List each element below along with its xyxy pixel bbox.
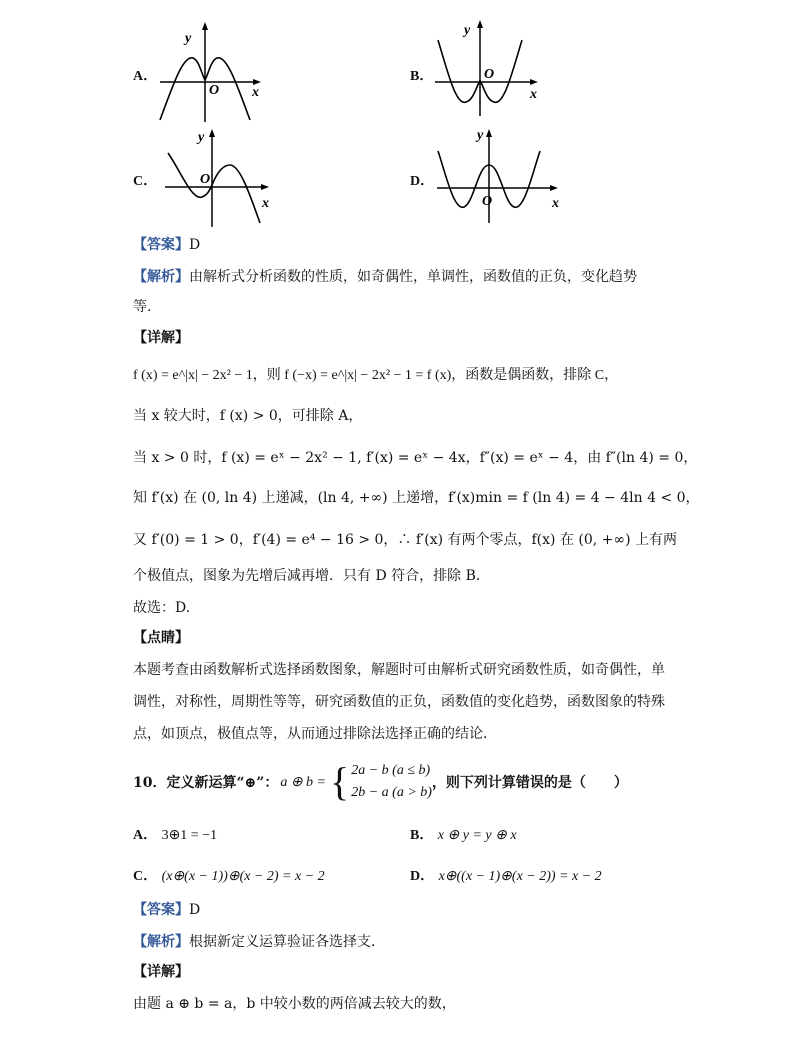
graph-option-b xyxy=(430,18,545,118)
q9-detail-tag xyxy=(133,328,189,348)
origin-label: O xyxy=(209,83,220,98)
x-axis-label: x xyxy=(252,85,259,100)
x-axis-label: x xyxy=(530,87,537,102)
analysis-tag: 【解析】 xyxy=(133,934,189,950)
option-a-letter: A． xyxy=(133,69,158,84)
answer-value: D xyxy=(189,902,201,918)
q10-option-d xyxy=(410,865,602,885)
option-d-letter: D． xyxy=(410,869,435,884)
q10-stem-suffix: ，则下列计算错误的是（ ） xyxy=(431,775,628,791)
x-axis-label: x xyxy=(552,196,559,211)
detail-tag: 【详解】 xyxy=(133,964,189,980)
origin-label: O xyxy=(484,67,495,82)
q10-analysis-line xyxy=(133,932,385,952)
q10-answer-line xyxy=(133,900,200,920)
q9-comment-line-3: 点，如顶点，极值点等，从而通过排除法选择正确的结论． xyxy=(133,726,497,742)
answer-tag: 【答案】 xyxy=(133,237,189,253)
option-b-letter: B． xyxy=(410,69,434,84)
q10-option-c xyxy=(133,865,325,885)
option-b-text: x ⊕ y = y ⊕ x xyxy=(437,828,517,843)
graph-option-d xyxy=(432,125,572,225)
q9-detail-line-2: 当 x 较大时，f (x) > 0，可排除 A， xyxy=(133,408,363,424)
q9-comment-line-2: 调性，对称性，周期性等等，研究函数值的正负，函数值的变化趋势，函数图象的特殊 xyxy=(133,694,665,710)
q10-case-1: 2a − b (a ≤ b) xyxy=(351,763,431,778)
q10-stem xyxy=(133,758,628,806)
q10-detail-tag-line xyxy=(133,962,189,982)
q10-cases xyxy=(351,760,432,804)
answer-value: D xyxy=(189,237,201,253)
analysis-tag: 【解析】 xyxy=(133,269,189,285)
q9-comment-line-1: 本题考查由函数解析式选择函数图象，解题时可由解析式研究函数性质，如奇偶性，单 xyxy=(133,662,665,678)
q9-answer-line xyxy=(133,235,200,255)
option-c-letter: C． xyxy=(133,869,158,884)
q9-detail-line-1: f (x) = e^|x| − 2x² − 1，则 f (−x) = e^|x| − 2x² − 1 = f (x)，函数是偶函数，排除 C， xyxy=(133,368,619,383)
option-c-letter: C． xyxy=(133,174,158,189)
option-d-letter: D． xyxy=(410,174,435,189)
q9-analysis-line xyxy=(133,267,637,287)
q10-option-b xyxy=(410,824,517,844)
option-a-text: 3⊕1 = −1 xyxy=(161,828,218,843)
analysis-text: 根据新定义运算验证各选择支． xyxy=(189,934,385,950)
option-d-text: x⊕((x − 1)⊕(x − 2)) = x − 2 xyxy=(438,869,602,884)
q10-stem-prefix: 10．定义新运算“⊕”： xyxy=(133,775,279,791)
y-axis-label: y xyxy=(477,128,484,143)
q9-detail-line-6: 个极值点，图象为先增后减再增．只有 D 符合，排除 B． xyxy=(133,568,490,584)
q9-detail-line-5: 又 f′(0) = 1 > 0，f′(4) = e⁴ − 16 > 0，∴ f′(x) 有两个零点，f(x) 在 (0, +∞) 上有两 xyxy=(133,532,677,548)
q10-definition-lhs: a ⊕ b = xyxy=(280,774,327,790)
option-a-letter: A． xyxy=(133,828,158,843)
y-axis-label: y xyxy=(198,130,205,145)
origin-label: O xyxy=(200,172,211,187)
graph-option-a xyxy=(155,20,265,125)
x-axis-label: x xyxy=(262,196,269,211)
analysis-text: 由解析式分析函数的性质，如奇偶性，单调性，函数值的正负，变化趋势 xyxy=(189,269,637,285)
q9-detail-line-4: 知 f′(x) 在 (0, ln 4) 上递减，(ln 4, +∞) 上递增，f′(x)min = f (ln 4) = 4 − 4ln 4 < 0， xyxy=(133,490,700,506)
q10-detail-line-1: 由题 a ⊕ b = a，b 中较小数的两倍减去较大的数， xyxy=(133,996,456,1012)
q9-comment-tag-line xyxy=(133,628,189,648)
graph-option-c xyxy=(160,125,280,230)
detail-tag: 【详解】 xyxy=(133,330,189,346)
option-b-letter: B． xyxy=(410,828,434,843)
q9-detail-line-3: 当 x > 0 时，f (x) = eˣ − 2x² − 1, f′(x) = eˣ − 4x，f″(x) = eˣ − 4，由 f″(ln 4) = 0， xyxy=(133,450,698,466)
q10-brace: { xyxy=(330,759,350,804)
answer-tag: 【答案】 xyxy=(133,902,189,918)
option-c-text: (x⊕(x − 1))⊕(x − 2) = x − 2 xyxy=(161,869,325,884)
q10-case-2: 2b − a (a > b) xyxy=(351,785,432,800)
q9-conclusion: 故选：D. xyxy=(133,600,191,616)
y-axis-label: y xyxy=(185,31,192,46)
y-axis-label: y xyxy=(464,23,471,38)
origin-label: O xyxy=(482,194,493,209)
q10-option-a xyxy=(133,824,217,844)
q9-analysis-line-2: 等. xyxy=(133,299,152,315)
comment-tag: 【点睛】 xyxy=(133,630,189,646)
